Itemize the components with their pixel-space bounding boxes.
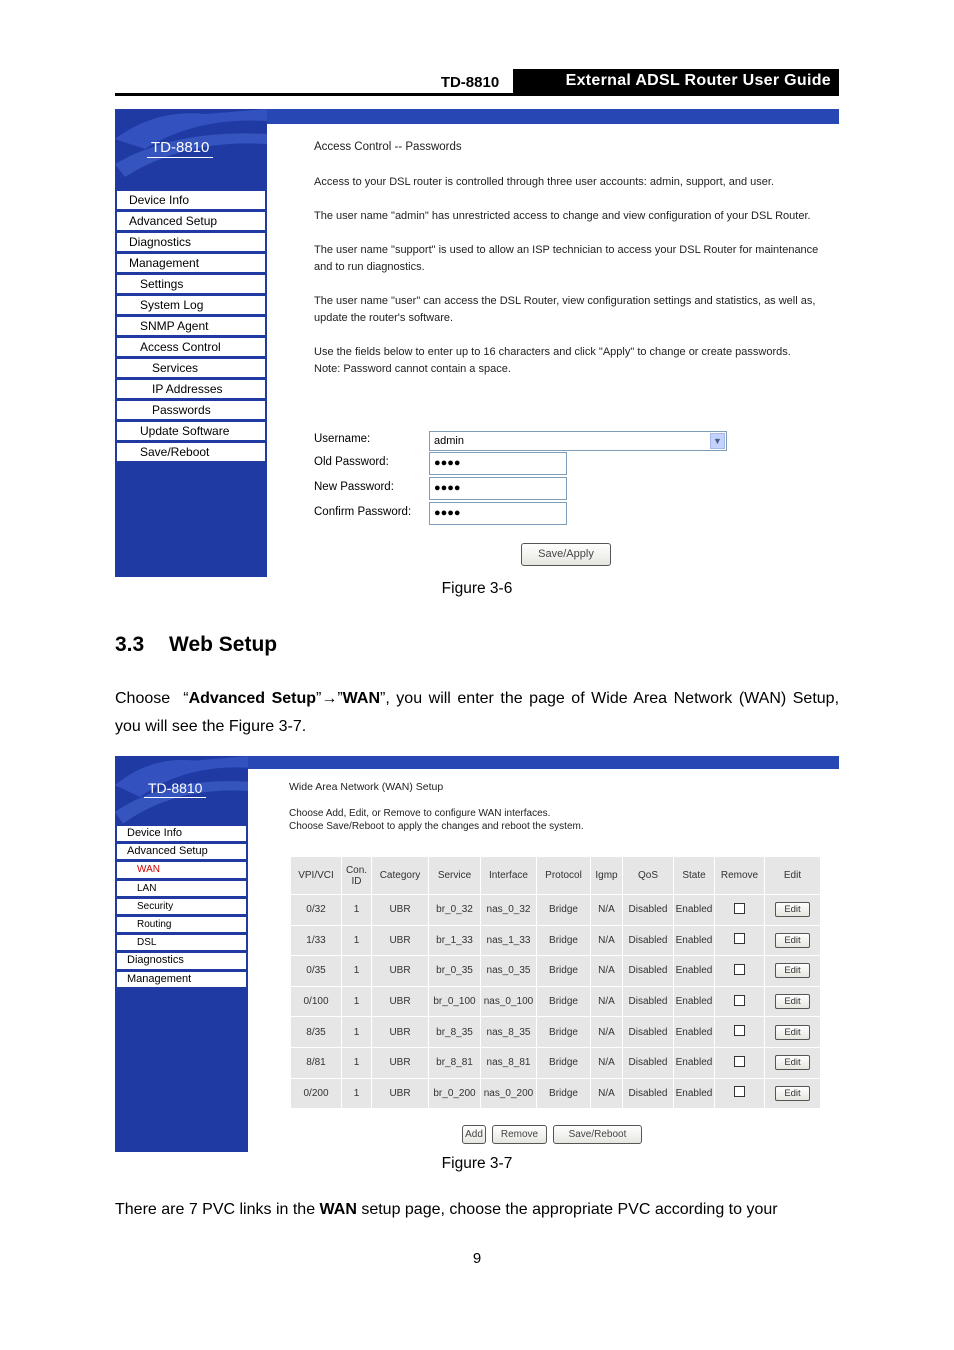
nav-lan[interactable]: LAN (117, 881, 246, 899)
nav-diagnostics[interactable]: Diagnostics (117, 233, 265, 254)
intro-paragraph: Choose “Advanced Setup”→”WAN”, you will enter the page of Wide Area Network (WAN) Setup, you will see the Figure 3-7. (115, 690, 840, 735)
outro-paragraph: There are 7 PVC links in the WAN setup page, choose the appropriate PVC according to your (115, 1201, 778, 1218)
old-password-field[interactable]: ●●●● (429, 452, 567, 475)
table-row (291, 1078, 821, 1109)
remove-checkbox[interactable] (734, 995, 745, 1006)
remove-checkbox[interactable] (734, 903, 745, 914)
top-banner (267, 109, 839, 124)
edit-button[interactable]: Edit (775, 1025, 809, 1040)
table-cell: Enabled (674, 1017, 715, 1048)
table-cell: 1 (342, 895, 372, 926)
page-title: Access Control -- Passwords (314, 141, 462, 153)
username-value: admin (434, 435, 464, 447)
nav-dsl[interactable]: DSL (117, 935, 246, 953)
table-cell: nas_1_33 (481, 925, 537, 956)
nav-system-log[interactable]: System Log (117, 296, 265, 317)
table-cell: Bridge (537, 956, 591, 987)
edit-cell (765, 1078, 821, 1109)
col-state: State (674, 857, 715, 895)
col-vpi-vci: VPI/VCI (291, 857, 342, 895)
table-cell: nas_8_81 (481, 1047, 537, 1078)
table-cell: N/A (591, 925, 623, 956)
table-cell: nas_0_35 (481, 956, 537, 987)
table-cell: Bridge (537, 1017, 591, 1048)
confirm-password-label: Confirm Password: (314, 506, 412, 518)
table-cell: Enabled (674, 1078, 715, 1109)
wan-table (290, 856, 821, 1109)
edit-cell (765, 1047, 821, 1078)
table-cell: Bridge (537, 1078, 591, 1109)
table-row (291, 1047, 821, 1078)
figure-3-6-screenshot (115, 109, 839, 577)
table-cell: UBR (372, 956, 429, 987)
paragraph-5: Use the fields below to enter up to 16 characters and click "Apply" to change or create passwords. Note: Password cannot contain a space. (314, 346, 791, 375)
nav-management[interactable]: Management (117, 254, 265, 275)
table-cell: N/A (591, 956, 623, 987)
nav-management[interactable]: Management (117, 972, 246, 990)
username-label: Username: (314, 433, 371, 445)
remove-cell (715, 895, 765, 926)
figure-3-7-screenshot (115, 756, 839, 1152)
col-igmp: Igmp (591, 857, 623, 895)
table-cell: 0/35 (291, 956, 342, 987)
table-cell: 1 (342, 1047, 372, 1078)
remove-cell (715, 1078, 765, 1109)
table-cell: Bridge (537, 895, 591, 926)
remove-checkbox[interactable] (734, 933, 745, 944)
content-area (314, 139, 819, 378)
table-cell: N/A (591, 986, 623, 1017)
nav-access-control[interactable]: Access Control (117, 338, 265, 359)
paragraph-1: Access to your DSL router is controlled through three user accounts: admin, support, and user. (314, 176, 775, 188)
table-cell: N/A (591, 1017, 623, 1048)
table-cell: 1 (342, 1078, 372, 1109)
remove-checkbox[interactable] (734, 1056, 745, 1067)
table-cell: Enabled (674, 986, 715, 1017)
section-title: Web Setup (169, 633, 278, 656)
paragraph-3: The user name "support" is used to allow an ISP technician to access your DSL Router for maintenance and to run diagnostics. (314, 244, 819, 273)
save-apply-button[interactable]: Save/Apply (521, 543, 611, 566)
col-protocol: Protocol (537, 857, 591, 895)
remove-cell (715, 956, 765, 987)
table-cell: nas_0_100 (481, 986, 537, 1017)
table-cell: 8/81 (291, 1047, 342, 1078)
table-cell: Disabled (623, 925, 674, 956)
nav-advanced-setup[interactable]: Advanced Setup (117, 212, 265, 233)
table-row (291, 925, 821, 956)
table-cell: 1 (342, 925, 372, 956)
nav-device-info[interactable]: Device Info (117, 826, 246, 844)
edit-cell (765, 986, 821, 1017)
table-cell: N/A (591, 1047, 623, 1078)
edit-cell (765, 925, 821, 956)
username-select[interactable] (429, 431, 727, 451)
edit-button[interactable]: Edit (775, 1055, 809, 1070)
table-cell: UBR (372, 1017, 429, 1048)
nav-snmp-agent[interactable]: SNMP Agent (117, 317, 265, 338)
table-cell: 1/33 (291, 925, 342, 956)
col-edit: Edit (765, 857, 821, 895)
page-title: Wide Area Network (WAN) Setup (289, 781, 444, 793)
header-guide-title: External ADSL Router User Guide (513, 69, 839, 93)
remove-checkbox[interactable] (734, 1025, 745, 1036)
table-cell: nas_8_35 (481, 1017, 537, 1048)
page-number: 9 (472, 1250, 482, 1267)
sidebar-nav (117, 826, 246, 990)
remove-cell (715, 986, 765, 1017)
table-cell: Disabled (623, 895, 674, 926)
table-cell: br_8_35 (429, 1017, 481, 1048)
table-cell: 0/200 (291, 1078, 342, 1109)
sidebar-model-name: TD-8810 (147, 139, 213, 158)
edit-cell (765, 1017, 821, 1048)
section-number: 3.3 (115, 633, 145, 656)
confirm-password-field[interactable]: ●●●● (429, 502, 567, 525)
table-cell: Bridge (537, 1047, 591, 1078)
remove-cell (715, 1047, 765, 1078)
col-qos: QoS (623, 857, 674, 895)
page-header (115, 68, 839, 94)
nav-settings[interactable]: Settings (117, 275, 265, 296)
col-remove: Remove (715, 857, 765, 895)
table-cell: Disabled (623, 1078, 674, 1109)
edit-button[interactable]: Edit (775, 994, 809, 1009)
table-cell: 1 (342, 956, 372, 987)
col-interface: Interface (481, 857, 537, 895)
remove-checkbox[interactable] (734, 964, 745, 975)
table-cell: 0/100 (291, 986, 342, 1017)
table-body (291, 895, 821, 1109)
table-row (291, 956, 821, 987)
table-row (291, 895, 821, 926)
table-cell: br_8_81 (429, 1047, 481, 1078)
top-banner (248, 756, 839, 769)
content-area (289, 781, 829, 832)
nav-advanced-setup[interactable]: Advanced Setup (117, 844, 246, 862)
instruction-line-2: Choose Save/Reboot to apply the changes and reboot the system. (289, 821, 584, 832)
old-password-label: Old Password: (314, 456, 389, 468)
nav-ip-addresses[interactable]: IP Addresses (117, 380, 265, 401)
table-cell: Enabled (674, 895, 715, 926)
table-cell: Enabled (674, 1047, 715, 1078)
table-cell: br_0_32 (429, 895, 481, 926)
table-cell: br_0_100 (429, 986, 481, 1017)
table-cell: N/A (591, 895, 623, 926)
sidebar (115, 109, 267, 577)
col-con-id: Con. ID (342, 857, 372, 895)
table-cell: 1 (342, 1017, 372, 1048)
edit-button[interactable]: Edit (775, 963, 809, 978)
table-cell: Bridge (537, 986, 591, 1017)
table-cell: UBR (372, 1047, 429, 1078)
nav-save-reboot[interactable]: Save/Reboot (117, 443, 265, 464)
table-cell: br_1_33 (429, 925, 481, 956)
paragraph-2: The user name "admin" has unrestricted access to change and view configuration of your DSL Router. (314, 210, 811, 222)
table-cell: nas_0_32 (481, 895, 537, 926)
table-cell: Enabled (674, 956, 715, 987)
table-cell: 0/32 (291, 895, 342, 926)
table-cell: Enabled (674, 925, 715, 956)
edit-button[interactable]: Edit (775, 1086, 809, 1101)
nav-passwords[interactable]: Passwords (117, 401, 265, 422)
nav-security[interactable]: Security (117, 899, 246, 917)
nav-update-software[interactable]: Update Software (117, 422, 265, 443)
figure-3-6-caption: Figure 3-6 (441, 580, 513, 597)
remove-checkbox[interactable] (734, 1086, 745, 1097)
table-cell: Disabled (623, 956, 674, 987)
col-category: Category (372, 857, 429, 895)
table-cell: Disabled (623, 1047, 674, 1078)
edit-cell (765, 895, 821, 926)
table-cell: UBR (372, 1078, 429, 1109)
table-cell: br_0_35 (429, 956, 481, 987)
sidebar-nav (117, 191, 265, 464)
table-row (291, 1017, 821, 1048)
table-cell: 1 (342, 986, 372, 1017)
sidebar (115, 756, 248, 1152)
table-cell: Bridge (537, 925, 591, 956)
table-cell: N/A (591, 1078, 623, 1109)
add-button[interactable]: Add (462, 1125, 486, 1144)
table-cell: nas_0_200 (481, 1078, 537, 1109)
nav-wan[interactable]: WAN (117, 862, 246, 880)
header-rule (115, 93, 839, 96)
table-cell: Disabled (623, 1017, 674, 1048)
nav-device-info[interactable]: Device Info (117, 191, 265, 212)
header-model: TD-8810 (440, 74, 500, 91)
nav-diagnostics[interactable]: Diagnostics (117, 953, 246, 971)
figure-3-7-caption: Figure 3-7 (441, 1155, 513, 1172)
section-heading (115, 633, 277, 657)
paragraph-4: The user name "user" can access the DSL Router, view configuration settings and statistics, as well as, update the router's software. (314, 295, 816, 324)
instruction-line-1: Choose Add, Edit, or Remove to configure WAN interfaces. (289, 808, 551, 819)
edit-button[interactable]: Edit (775, 902, 809, 917)
save-reboot-button[interactable]: Save/Reboot (553, 1125, 642, 1144)
table-header-row (291, 857, 821, 895)
nav-routing[interactable]: Routing (117, 917, 246, 935)
table-cell: UBR (372, 895, 429, 926)
table-cell: br_0_200 (429, 1078, 481, 1109)
new-password-label: New Password: (314, 481, 394, 493)
table-cell: Disabled (623, 986, 674, 1017)
table-cell: UBR (372, 925, 429, 956)
col-service: Service (429, 857, 481, 895)
remove-cell (715, 1017, 765, 1048)
edit-cell (765, 956, 821, 987)
table-cell: 8/35 (291, 1017, 342, 1048)
chevron-down-icon[interactable]: ▼ (710, 433, 725, 449)
remove-cell (715, 925, 765, 956)
edit-button[interactable]: Edit (775, 933, 809, 948)
new-password-field[interactable]: ●●●● (429, 477, 567, 500)
remove-button[interactable]: Remove (492, 1125, 547, 1144)
nav-services[interactable]: Services (117, 359, 265, 380)
table-cell: UBR (372, 986, 429, 1017)
sidebar-model-name: TD-8810 (144, 780, 206, 798)
table-row (291, 986, 821, 1017)
